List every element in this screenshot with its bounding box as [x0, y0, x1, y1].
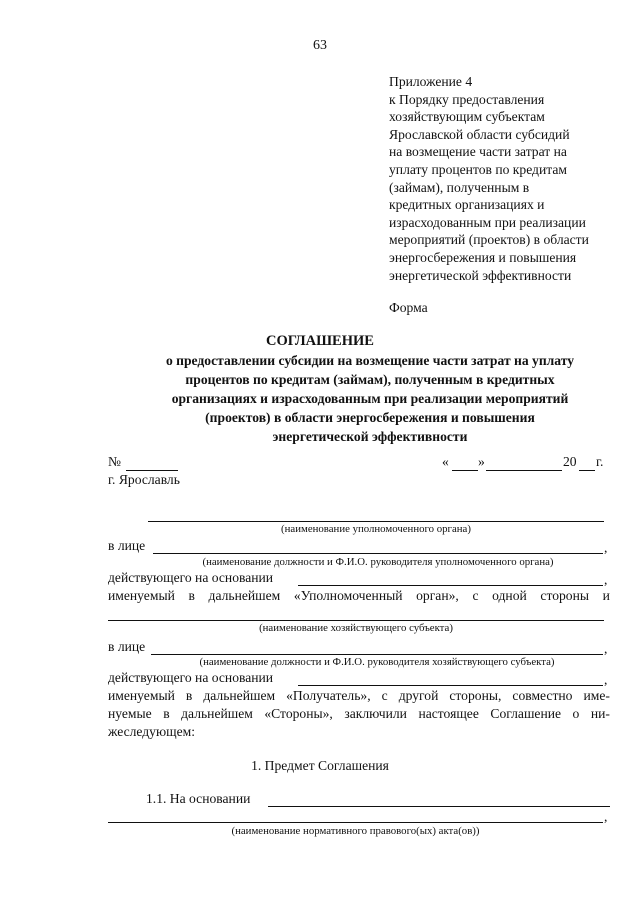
- subtitle-line: процентов по кредитам (займам), полученным в кредитных: [185, 372, 555, 387]
- appendix-line: кредитных организациях и: [389, 197, 545, 213]
- word: дальнейшем: [203, 688, 276, 703]
- comma: ,: [604, 572, 608, 587]
- acting-basis-label: действующего на основании: [108, 670, 274, 685]
- word: дальнейшем: [181, 706, 253, 721]
- subject-name-field[interactable]: [108, 620, 604, 621]
- date-month-field[interactable]: [486, 470, 562, 471]
- word: стороны,: [449, 688, 502, 703]
- word: заключили: [344, 706, 407, 721]
- comma: ,: [604, 540, 608, 555]
- appendix-line: к Порядку предоставления: [389, 91, 545, 107]
- appendix-line: хозяйствующим субъектам: [389, 109, 545, 125]
- word: в: [185, 688, 193, 703]
- date-day-field[interactable]: [452, 470, 478, 471]
- appendix-line: израсходованным при реализации: [389, 214, 586, 230]
- word: именуемый: [108, 688, 175, 703]
- clause-1-1-basis-field[interactable]: [268, 806, 610, 807]
- appendix-line: (займам), полученным в: [389, 179, 530, 195]
- subtitle-line: (проектов) в области энергосбережения и повышения: [205, 410, 535, 425]
- appendix-line: энергосбережения и повышения: [389, 249, 577, 265]
- subtitle-line: энергетической эффективности: [272, 429, 468, 444]
- word: о: [572, 706, 580, 721]
- agreement-title: СОГЛАШЕНИЕ: [266, 333, 374, 349]
- comma: ,: [604, 809, 608, 824]
- word: име-: [583, 688, 610, 703]
- authority-head-field[interactable]: [153, 553, 603, 554]
- word: дальнейшем: [208, 588, 281, 603]
- word: в: [163, 706, 170, 721]
- authority-head-caption: (наименование должности и Ф.И.О. руководителя уполномоченного органа): [202, 556, 554, 568]
- recipient-line-1: [108, 688, 610, 704]
- word: нуемые: [108, 706, 152, 721]
- subtitle-line: организациях и израсходованным при реализации мероприятий: [171, 391, 569, 406]
- appendix-line: уплату процентов по кредитам: [389, 161, 567, 177]
- appendix-line: мероприятий (проектов) в области: [389, 232, 589, 248]
- acting-basis-label: действующего на основании: [108, 570, 274, 585]
- date-open-quote: «: [442, 454, 449, 469]
- appendix-line: на возмещение части затрат на: [389, 144, 567, 160]
- authority-basis-field[interactable]: [298, 585, 603, 586]
- word: с: [472, 588, 479, 603]
- subtitle-line: о предоставлении субсидии на возмещение части затрат на уплату: [165, 353, 575, 368]
- date-close-quote: »: [478, 454, 485, 469]
- word: Соглашение: [490, 706, 562, 721]
- word: «Уполномоченный: [293, 588, 403, 603]
- word: орган»,: [416, 588, 459, 603]
- form-label: Форма: [389, 300, 428, 315]
- agreement-number-field[interactable]: [126, 470, 178, 471]
- date-year-field[interactable]: [579, 470, 595, 471]
- word: другой: [398, 688, 439, 703]
- word: совместно: [512, 688, 573, 703]
- year-prefix: 20: [563, 454, 577, 469]
- authority-caption: (наименование уполномоченного органа): [281, 523, 471, 535]
- comma: ,: [604, 672, 608, 687]
- year-suffix: г.: [596, 454, 604, 469]
- in-person-label: в лице: [108, 538, 146, 553]
- word: настоящее: [418, 706, 479, 721]
- clause-1-1-label: 1.1. На основании: [146, 791, 251, 806]
- word: стороны: [540, 588, 589, 603]
- appendix-line: Ярославской области субсидий: [389, 126, 570, 142]
- subject-head-field[interactable]: [151, 654, 603, 655]
- subject-caption: (наименование хозяйствующего субъекта): [259, 622, 453, 634]
- word: именуемый: [108, 588, 175, 603]
- appendix-block: [389, 73, 589, 284]
- in-person-label: в лице: [108, 639, 146, 654]
- word: одной: [492, 588, 527, 603]
- subject-basis-field[interactable]: [298, 685, 603, 686]
- agreement-number-label: №: [108, 454, 121, 469]
- appendix-line: энергетической эффективности: [389, 267, 572, 283]
- authority-name-field[interactable]: [148, 521, 604, 522]
- subject-head-caption: (наименование должности и Ф.И.О. руководителя хозяйствующего субъекта): [199, 656, 555, 668]
- word: «Стороны»,: [264, 706, 333, 721]
- authority-named-line: [108, 588, 610, 604]
- appendix-line: Приложение 4: [389, 74, 473, 89]
- acts-field[interactable]: [108, 822, 603, 823]
- page-number: 63: [313, 38, 327, 53]
- word: в: [188, 588, 195, 603]
- word: с: [381, 688, 388, 703]
- word: ни-: [590, 706, 610, 721]
- acts-caption: (наименование нормативного правового(ых) акта(ов)): [231, 825, 480, 837]
- recipient-line-3: жеследующем:: [108, 724, 196, 739]
- recipient-line-2: [108, 706, 610, 722]
- agreement-subtitle: [100, 351, 640, 446]
- city-label: г. Ярославль: [108, 472, 180, 487]
- word: и: [602, 588, 610, 603]
- comma: ,: [604, 641, 608, 656]
- word: «Получатель»,: [286, 688, 371, 703]
- section-1-heading: 1. Предмет Соглашения: [251, 758, 389, 773]
